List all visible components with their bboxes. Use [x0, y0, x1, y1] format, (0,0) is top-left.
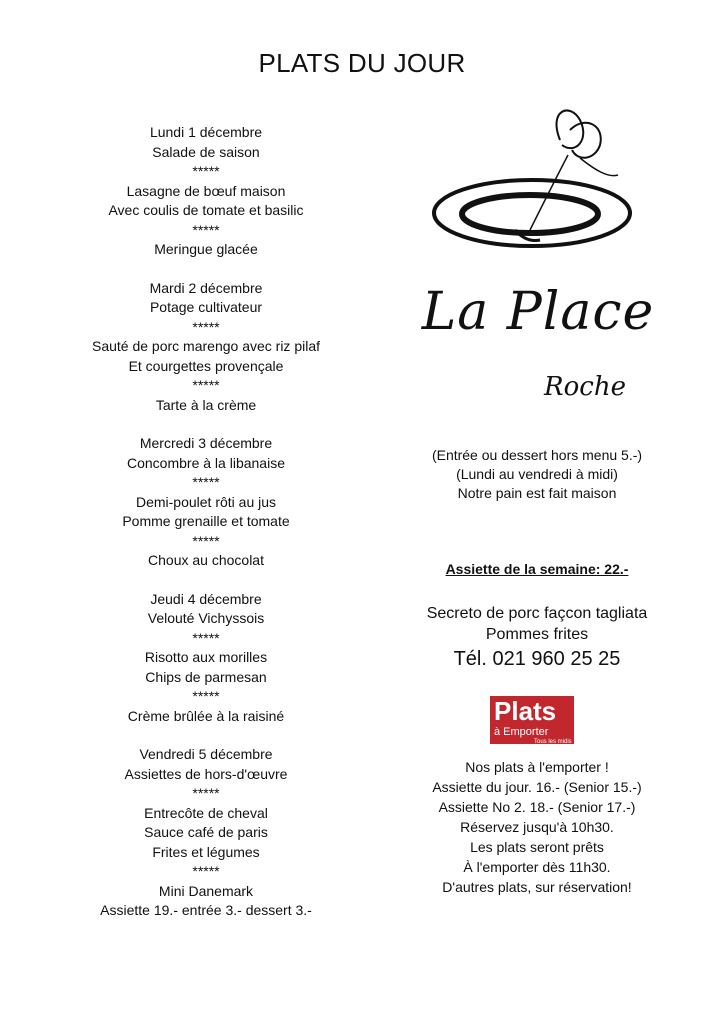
page-title: PLATS DU JOUR — [258, 48, 466, 78]
menu-line: ***** — [192, 785, 220, 801]
week-dish-title: Assiette de la semaine: 22.- — [445, 561, 629, 577]
menu-line: Entrecôte de cheval — [144, 804, 268, 821]
info-line: Notre pain est fait maison — [457, 485, 617, 501]
takeaway-line: Nos plats à l'emporter ! — [465, 759, 609, 775]
menu-line: ***** — [192, 318, 220, 335]
takeaway-line: À l'emporter dès 11h30. — [463, 859, 611, 875]
menu-line: Concombre à la libanaise — [127, 454, 285, 471]
menu-spacer — [30, 260, 382, 279]
week-dish — [382, 603, 692, 645]
menu-line: ***** — [192, 221, 220, 238]
badge-note: Tous les midis — [534, 739, 572, 745]
menu-line: Et courgettes provençale — [128, 357, 284, 374]
menu-line: ***** — [192, 377, 220, 393]
brand-name: La Place — [421, 282, 655, 342]
menu-line: Meringue glacée — [154, 241, 258, 257]
menu-line: Avec coulis de tomate et basilic — [108, 202, 304, 218]
week-dish-line: Secreto de porc façcon tagliata — [426, 605, 648, 622]
menu-line: Assiette 19.- entrée 3.- dessert 3.- — [100, 902, 312, 918]
takeaway-line: Réservez jusqu'à 10h30. — [460, 819, 614, 835]
menu-spacer — [30, 415, 382, 434]
menu-line: ***** — [192, 163, 220, 179]
menu-line: Mardi 2 décembre — [149, 279, 263, 296]
menu-spacer — [30, 571, 382, 590]
menu-line: Assiettes de hors-d'œuvre — [124, 765, 288, 782]
plate-logo-icon — [430, 100, 635, 260]
menu-line: Mini Danemark — [158, 882, 254, 899]
menu-line: Choux au chocolat — [148, 552, 264, 568]
menu-line: Frites et légumes — [152, 843, 260, 860]
menu-line: Mercredi 3 décembre — [139, 435, 273, 451]
menu-line: Potage cultivateur — [149, 299, 263, 315]
menu-line: Chips de parmesan — [145, 668, 267, 685]
menu-info — [382, 446, 692, 503]
menu-line: Sauce café de paris — [144, 824, 268, 840]
takeaway-line: Assiette No 2. 18.- (Senior 17.-) — [438, 799, 636, 815]
takeaway-line: Assiette du jour. 16.- (Senior 15.-) — [432, 779, 642, 795]
badge-title: Plats — [494, 696, 557, 726]
menu-line: ***** — [192, 863, 220, 879]
takeaway-info — [382, 757, 692, 897]
menu-line: Vendredi 5 décembre — [139, 746, 273, 762]
week-dish-line: Pommes frites — [485, 626, 589, 643]
menu-spacer — [30, 726, 382, 745]
menu-line: ***** — [192, 688, 220, 704]
menu-line: Tarte à la crème — [155, 396, 257, 413]
menu-line: ***** — [192, 474, 220, 490]
menu-line: Sauté de porc marengo avec riz pilaf — [91, 338, 320, 354]
menu-line: Lasagne de bœuf maison — [126, 182, 286, 199]
menu-line: Pomme grenaille et tomate — [122, 513, 290, 529]
menu-line: Salade de saison — [152, 143, 260, 160]
daily-menu-list — [30, 123, 382, 921]
takeaway-line: Les plats seront prêts — [470, 839, 604, 855]
menu-line: Velouté Vichyssois — [147, 610, 265, 626]
menu-line: ***** — [192, 629, 220, 646]
menu-line: Crème brûlée à la raisiné — [127, 707, 285, 724]
menu-line: Demi-poulet rôti au jus — [135, 493, 277, 510]
phone-number: Tél. 021 960 25 25 — [453, 648, 621, 670]
takeaway-line: D'autres plats, sur réservation! — [442, 879, 632, 895]
info-line: (Lundi au vendredi à midi) — [456, 466, 618, 482]
takeaway-badge — [490, 696, 574, 744]
menu-line: ***** — [192, 532, 220, 549]
brand-subtitle: Roche — [544, 372, 626, 402]
badge-subtitle: à Emporter — [494, 726, 549, 738]
info-line: (Entrée ou dessert hors menu 5.-) — [431, 447, 643, 463]
menu-line: Risotto aux morilles — [144, 649, 268, 665]
menu-line: Jeudi 4 décembre — [150, 590, 262, 607]
menu-line: Lundi 1 décembre — [149, 124, 263, 140]
